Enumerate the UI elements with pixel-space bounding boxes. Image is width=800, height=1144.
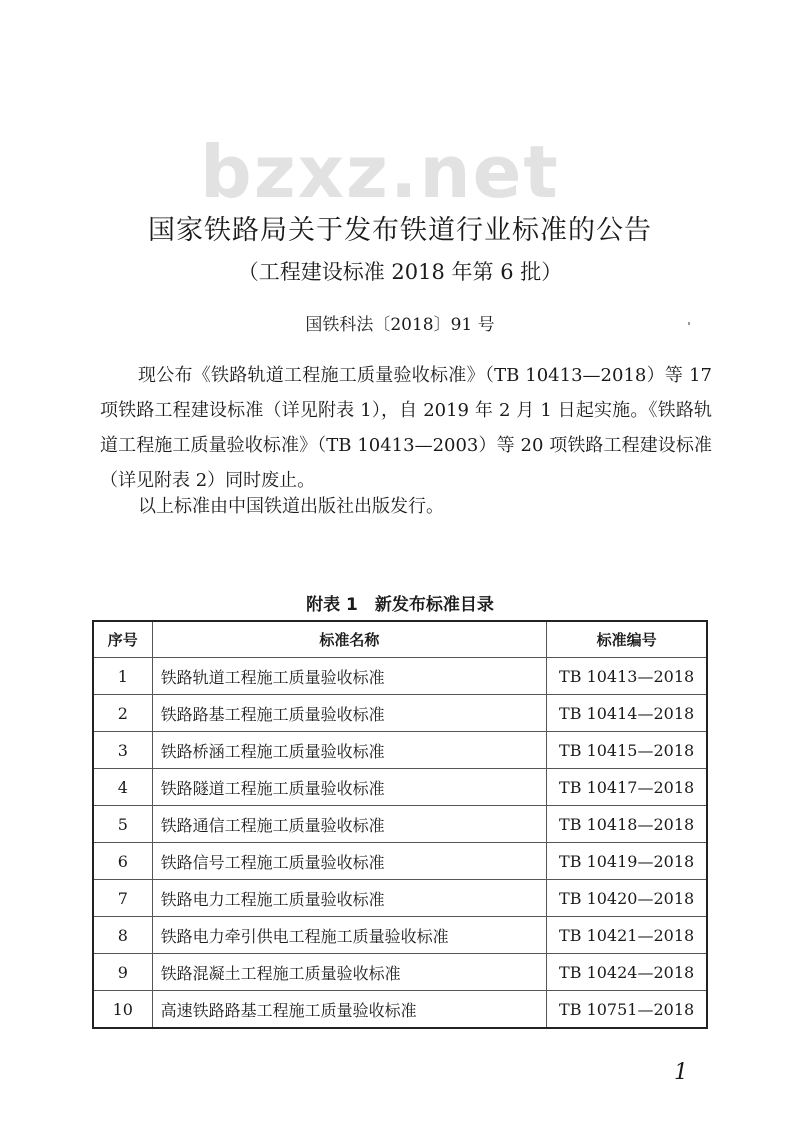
table-row [93,695,707,732]
page-number: 1 [674,1060,688,1085]
row-code: TB 10421—2018 [547,917,707,954]
table-row [93,880,707,917]
row-index: 7 [93,880,152,917]
table-header-row [93,621,707,658]
table-row [93,806,707,843]
table-row [93,954,707,991]
row-name: 铁路信号工程施工质量验收标准 [152,843,547,880]
row-name: 铁路隧道工程施工质量验收标准 [152,769,547,806]
table-row [93,732,707,769]
row-index: 8 [93,917,152,954]
row-name: 铁路电力工程施工质量验收标准 [152,880,547,917]
row-name: 铁路路基工程施工质量验收标准 [152,695,547,732]
table-row [93,843,707,880]
row-code: TB 10424—2018 [547,954,707,991]
table-row [93,917,707,954]
table-caption: 附表 1 新发布标准目录 [306,595,494,615]
body-paragraph: 现公布《铁路轨道工程施工质量验收标准》（TB 10413—2018）等 17 项铁路工程建设标准（详见附表 1），自 2019 年 2 月 1 日起实施。《铁路轨道工程施工质量验收标准》（TB 10413—2003）等 20 项铁路工程建设标准（详见附表 2）同时废止。 [100,365,712,491]
table-row [93,658,707,695]
row-index: 3 [93,732,152,769]
row-name: 高速铁路路基工程施工质量验收标准 [152,991,547,1029]
header-index: 序号 [93,621,152,658]
page-subtitle: （工程建设标准 2018 年第 6 批） [237,260,563,284]
row-code: TB 10420—2018 [547,880,707,917]
header-code: 标准编号 [547,621,707,658]
row-name: 铁路桥涵工程施工质量验收标准 [152,732,547,769]
row-name: 铁路轨道工程施工质量验收标准 [152,658,547,695]
header-name: 标准名称 [152,621,547,658]
page-title: 国家铁路局关于发布铁道行业标准的公告 [148,215,652,246]
row-code: TB 10417—2018 [547,769,707,806]
row-code: TB 10414—2018 [547,695,707,732]
body-paragraph: 以上标准由中国铁道出版社出版发行。 [138,496,444,517]
row-index: 1 [93,658,152,695]
document-number: 国铁科法〔2018〕91 号 [305,315,495,335]
row-code: TB 10415—2018 [547,732,707,769]
table-row [93,991,707,1029]
row-index: 4 [93,769,152,806]
row-index: 6 [93,843,152,880]
table-row [93,769,707,806]
row-name: 铁路电力牵引供电工程施工质量验收标准 [152,917,547,954]
scan-speck [688,322,690,325]
row-index: 5 [93,806,152,843]
row-name: 铁路混凝土工程施工质量验收标准 [152,954,547,991]
row-code: TB 10419—2018 [547,843,707,880]
row-code: TB 10413—2018 [547,658,707,695]
watermark: bzxz.net [200,130,560,214]
standards-table [92,620,708,1029]
row-index: 9 [93,954,152,991]
row-code: TB 10751—2018 [547,991,707,1029]
row-index: 10 [93,991,152,1029]
row-index: 2 [93,695,152,732]
row-name: 铁路通信工程施工质量验收标准 [152,806,547,843]
row-code: TB 10418—2018 [547,806,707,843]
